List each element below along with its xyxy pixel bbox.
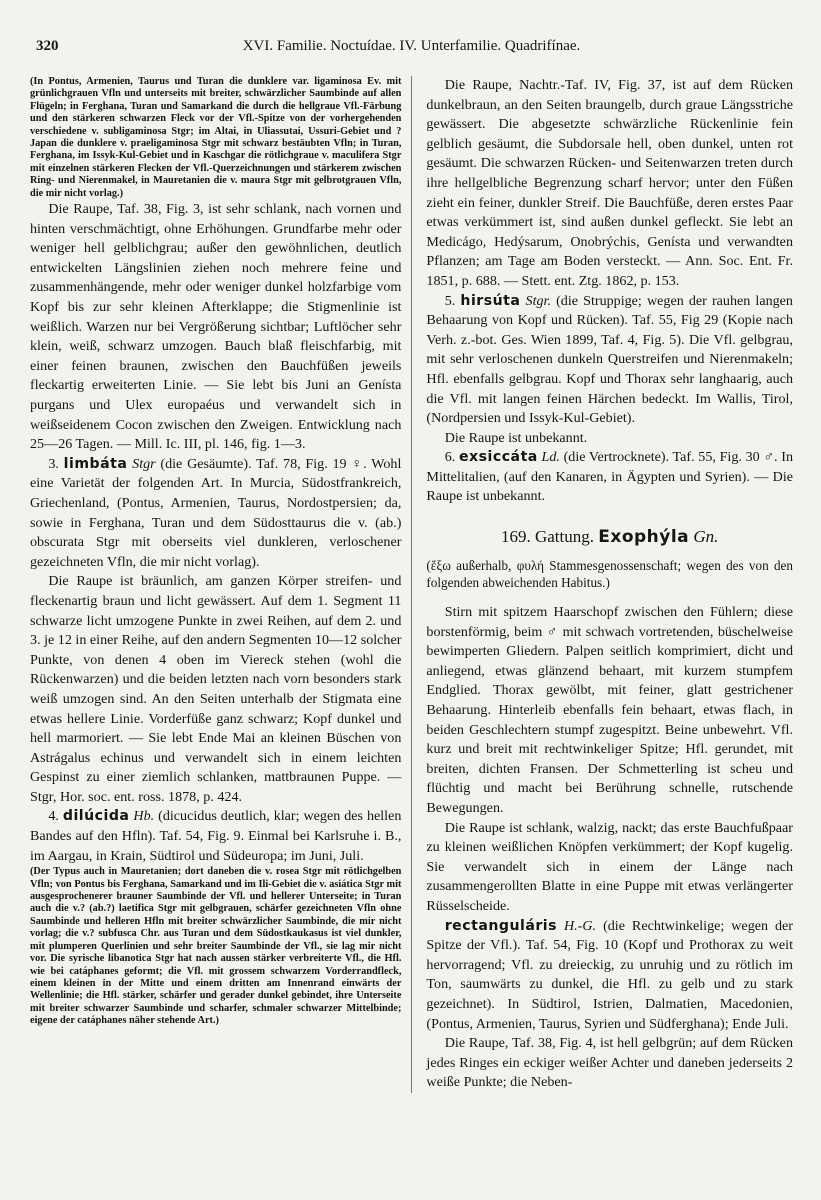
text-columns: [30, 76, 793, 1093]
genus-number: 169. Gattung.: [500, 527, 594, 547]
species-number: 6.: [444, 449, 456, 466]
species-author: Stgr.: [525, 292, 551, 309]
species-author: H.-G.: [563, 917, 597, 934]
species-entry-rectangularis: [426, 917, 793, 1035]
species-entry-limbata: [30, 455, 401, 573]
species-name: hirsúta: [460, 292, 521, 309]
raupe-paragraph: Die Raupe ist bräunlich, am ganzen Körper streifen- und fleckenartig braun und licht gewässert. Auf dem 1. Segment 11 schwarze licht umzogene Punkte in zwei Reihen, auf dem 2. und 3. je 12 in einer Reihe, auf den andern Segmenten 10—12 solcher Punkte, von denen 4 oben im Viereck stehen (wohl die Rückenwarzen) und die beiden letzten nach vorn besonders stark weiß umzogen sind. An den Seiten unterhalb der Stigmata eine etwas hellere Linie. Vorderfüße ganz schwarz; Kopf dunkel und hell marmoriert. — Sie lebt Ende Mai an kleinen Büschen von Astrágalus echinus und verwandelt sich in einem leichten Gespinst zu einer ziemlich schlanken, mattbraunen Puppe. — Stgr, Hor. soc. ent. ross. 1878, p. 424.: [30, 573, 402, 805]
raupe-paragraph: Die Raupe, Taf. 38, Fig. 4, ist hell gelbgrün; auf dem Rücken jedes Ringes ein eckiger weißer Achter und daneben jederseits 2 weiße Punkte; die Neben-: [426, 1035, 793, 1091]
species-text: (die Struppige; wegen der rauhen langen Behaarung von Kopf und Rücken). Taf. 55, Fig 29 (Kopie nach Verh. z.-bot. Ges. Wien 1899, Taf. 4, Fig. 5). Die Vfl. gelbgrau, mit sehr verloschenen dunkeln Querstreifen und Nierenmakeln; Hfl. ebenfalls gelbgrau. Kopf und Thorax sehr langhaarig, auch die Vfl. mit langen feinen Härchen bedeckt. Im Wallis, Tirol, (Nordpersien und Issyk-Kul-Gebiet).: [426, 292, 793, 427]
genus-etymology: (ἔξω außerhalb, φυλή Stammesgenossenschaft; wegen des von den folgenden abweichenden Habitus.): [426, 558, 793, 591]
genus-raupe-description: Die Raupe ist schlank, walzig, nackt; das erste Bauchfußpaar zu kleinen weißlichen Knöpfen verkümmert; der Kopf kugelig. Sie verwandelt sich in einem der Länge nach zusammengerollten Blatte in eine Puppe mit etwas verlängerter Rüsselscheide.: [426, 819, 793, 914]
raupe-unknown: Die Raupe ist unbekannt.: [444, 429, 588, 446]
species-name: exsiccáta: [458, 449, 538, 466]
page-header: [30, 32, 793, 56]
species-name: limbáta: [63, 455, 128, 472]
species-number: 3.: [48, 455, 59, 472]
species-author: Ld.: [541, 449, 560, 466]
species-author: Hb.: [133, 808, 155, 825]
raupe-paragraph: Die Raupe, Taf. 38, Fig. 3, ist sehr schlank, nach vornen und hinten verschmächtigt, ohne Erhöhungen. Grundfarbe mehr oder weniger hell gelblichgrau; außer den gewöhnlichen, deutlich entwickelten Längslinien ziehen noch mehrere feine und zusammenhängende, mehr oder weniger dunkel holzfarbige vom Kopf bis zur sehr kleinen Afterklappe; die Stigmenlinie ist weißlich. Warzen nur bei Vergrößerung sichtbar; Luftlöcher sehr klein, weiß, schwarz umzogen. Bauch blaß fleischfarbig, mit einer feinen braunen, zwischen den Bauchfüßen jeweils fleckartig erweiterten Linie. — Sie lebt bis Juni an Genísta purgans und Ulex europaéus und verwandelt sich in weißseidenem Cocon zwischen den Zweigen. Entwicklung nach 25—26 Tagen. — Mill. Ic. III, pl. 146, fig. 1—3.: [30, 201, 402, 453]
species-entry-exsiccata: [426, 448, 793, 507]
running-title: XVI. Familie. Noctuídae. IV. Unterfamilie. Quadrifínae.: [242, 38, 581, 54]
species-number: 5.: [444, 292, 456, 309]
species-name: rectanguláris: [444, 917, 558, 934]
genus-heading: [426, 527, 793, 547]
species-entry-dilucida: [30, 807, 401, 866]
note-paragraph: (In Pontus, Armenien, Taurus und Turan die dunklere var. ligaminosa Ev. mit grünlichgrauen Vfln und unterseits mit breiter, schwärzlicher Saumbinde auf allen Flügeln; in Ferghana, Turan und Samarkand die durch die hellgraue Vfl.-Färbung und den stärkeren schwarzen Fleck vor der Vfl.-Spitze von der vorhergehenden verschiedene v. subligaminosa Stgr; im Altai, in Uliassutai, Ussuri-Gebiet und ? Japan die dunklere v. praeligaminosa Stgr mit schwarz bestäubten Vfln; in Turan, Ferghana, im Issyk-Kul-Gebiet und in Kaschgar die rötlichgraue v. maculifera Stgr mit einzelnen stärkeren Flecken der Vfl.-Querzeichnungen und stärkerem zwischen Ring- und Nierenmakel, in Mauretanien die v. maura Stgr mit gelbrotgrauen Vfln, die mir nicht vorlag.): [30, 76, 402, 199]
species-text: (die Rechtwinkelige; wegen der Spitze der Vfl.). Taf. 54, Fig. 10 (Kopf und Prothorax zu weit hervorragend; Vfl. zu dreieckig, zu unruhig und zu rötlich im Ton, saumwärts zu dunkel, die Hfl. zu gelb und zu stark gezeichnet). In Südtirol, Istrien, Dalmatien, Macedonien, (Pontus, Armenien, Taurus, Syrien und Südferghana); Ende Juli.: [426, 917, 793, 1032]
page-number: 320: [36, 38, 59, 54]
raupe-paragraph: Die Raupe, Nachtr.-Taf. IV, Fig. 37, ist auf dem Rücken dunkelbraun, an den Seiten braungelb, durch graue Längsstriche gewässert. Die abgesetzte schwärzliche Rückenlinie fein gelblich gesäumt, die Subdorsale hell, oben dunkel, unten rot gesäumt. Die schwarzen Rücken- und Seitenwarzen treten durch ihre hellgelbliche Begrenzung scharf hervor; unter den Füßen zieht ein feiner, dunkler Streif. Die Bauchfüße, deren erstes Paar etwas verkümmert ist, sind außen dunkel gefleckt. Sie lebt an Medicágo, Hedýsarum, Onobrýchis, Genísta und verwandten Pflanzen; am Tage am Boden versteckt. — Ann. Soc. Ent. Fr. 1851, p. 688. — Stett. ent. Ztg. 1862, p. 153.: [426, 77, 793, 289]
species-text: (die Gesäumte). Taf. 78, Fig. 19 ♀. Wohl eine Varietät der folgenden Art. In Murcia, Südostfrankreich, Griechenland, (Pontus, Armenien, Taurus, Nordostpersien; da, sowie in Ferghana, Turan und dem Südosttaurus die v. (ab.) obscurata Stgr mit oberseits viel dunkleren, verloschener gezeichneten Vfln, die mir nicht vorlag).: [30, 455, 402, 570]
species-text: (dicucidus deutlich, klar; wegen des hellen Bandes auf den Hfln). Taf. 54, Fig. 9. Einmal bei Karlsruhe i. B., im Aargau, in Krain, Südtirol und Südeuropa; im Juni, Juli.: [30, 808, 402, 864]
species-name: dilúcida: [62, 808, 130, 825]
left-column: [30, 76, 411, 1093]
note-paragraph: (Der Typus auch in Mauretanien; dort daneben die v. rosea Stgr mit rötlichgelben Vfln; von Pontus bis Ferghana, Samarkand und im Ili-Gebiet die v. asiática Stgr mit ausgesprochenerer brauner Saumbinde der Vfl. und hellerer Unterseite; in Turan auch die v.? (ab.?) laetifica Stgr mit gelbgrauen, schärfer gezeichneten Vfln ohne Saumbinde und helleren Hfln mit breiter schwärzlicher Saumbinde, die mir nicht vorlag; die v.? subfusca Chr. aus Turan und dem Südostkaukasus ist viel dunkler, mit plumperen Querlinien und sehr breiter Saumbinde der Vfl., sie lag mir nicht vor. Die syrische libanotica Stgr hat nach aussen stärker verbreiterte Vfl., die Hfl. wie bei catáphanes geformt; die Vfl. mit grossem schwarzem Vorderrandfleck, einem kleinen in der Mitte und einem dritten am Innenrand einwärts der Wellenlinie; die Hfl. stärker, schärfer und gerader dunkel gebindet, ihre Unterseite mit breiter schwarzer Saumbinde und scharfer, schmaler schwarzer Mittelbinde; eigene der catáphanes näher stehende Art.): [30, 866, 402, 1027]
right-column: [411, 76, 793, 1093]
species-author: Stgr: [132, 455, 156, 472]
genus-description: Stirn mit spitzem Haarschopf zwischen den Fühlern; diese borstenförmig, beim ♂ mit schwach vortretenden, büschelweise bewimperten Gliedern. Palpen seitlich komprimiert, dicht und anliegend, etwas glänzend behaart, mit kurzem stumpfem Endglied. Thorax gewölbt, mit feiner, glatt gestrichener Behaarung. Hinterleib ebenfalls fein behaart, etwas flach, in beiden Geschlechtern stumpf zugespitzt. Beine unbewehrt. Vfl. kurz und breit mit rechtwinkeliger Spitze; Hfl. gerundet, mit breiten, dichten Fransen. Der Schmetterling ist scheu und flüchtig und macht bei Berührung schnelle, rutschende Bewegungen.: [426, 604, 793, 816]
species-text: (die Vertrocknete). Taf. 55, Fig. 30 ♂. In Mittelitalien, (auf den Kanaren, in Ägypten und Syrien). — Die Raupe ist unbekannt.: [426, 449, 793, 505]
genus-author: Gn.: [693, 527, 719, 547]
genus-name: Exophýla: [598, 527, 690, 548]
species-number: 4.: [48, 808, 59, 825]
species-entry-hirsuta: [426, 292, 793, 429]
